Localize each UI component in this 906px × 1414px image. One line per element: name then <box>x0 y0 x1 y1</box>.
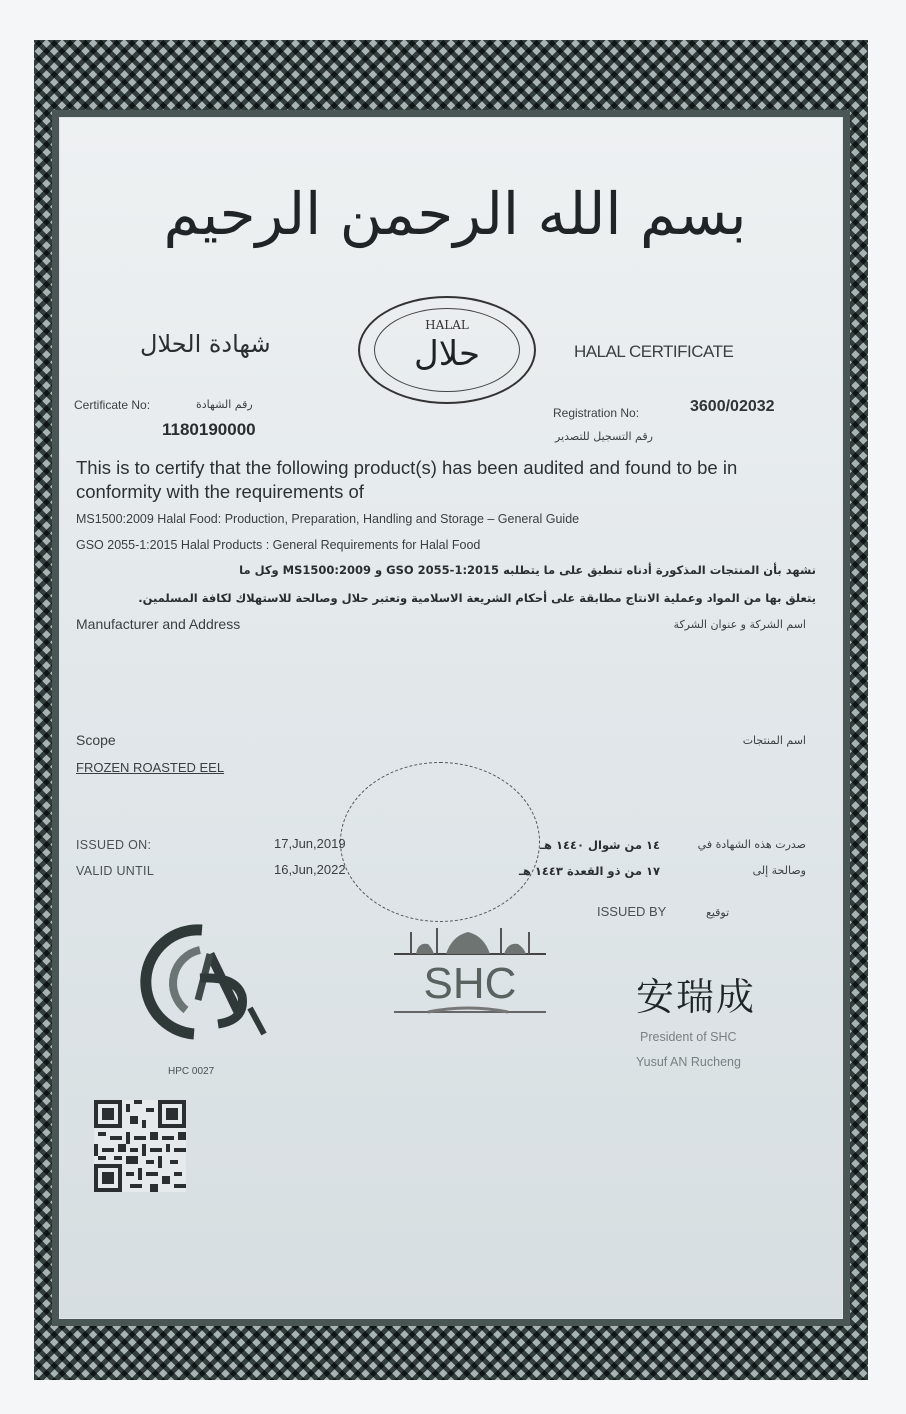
manufacturer-label-ar: اسم الشركة و عنوان الشركة <box>673 618 806 631</box>
issued-on-label: ISSUED ON: <box>76 838 152 852</box>
halal-seal <box>358 296 536 404</box>
seal-label-ar: حلال <box>413 334 480 374</box>
gca-logo-icon <box>140 916 280 1046</box>
title-english: HALAL CERTIFICATE <box>574 342 734 361</box>
signer-name: Yusuf AN Rucheng <box>636 1055 741 1069</box>
registration-no: 3600/02032 <box>690 398 775 415</box>
gca-code: HPC 0027 <box>168 1066 215 1077</box>
title-arabic: شهادة الحلال <box>140 330 271 358</box>
issued-on-label-ar: صدرت هذه الشهادة في <box>697 838 806 851</box>
certify-statement: This is to certify that the following product(s) has been audited and found to be in conformity with the requirements of <box>76 457 738 502</box>
qr-code-icon[interactable] <box>94 1100 186 1192</box>
arabic-statement-line: يتعلق بها من المواد وعملية الانتاج مطابقة على أحكام الشريعة الاسلامية وتعتبر حلال وصالحة للاستهلاك لكافة المسلمين. <box>138 591 816 605</box>
standard-gso2055: GSO 2055-1:2015 Halal Products : General Requirements for Halal Food <box>76 538 481 552</box>
certificate-no-label-ar: رقم الشهادة <box>196 398 253 411</box>
issued-by-label: ISSUED BY <box>597 904 667 919</box>
signature: 安瑞成 <box>636 975 757 1019</box>
basmala-heading: بسم الله الرحمن الرحيم <box>163 180 747 248</box>
valid-until-label: VALID UNTIL <box>76 864 155 878</box>
manufacturer-label: Manufacturer and Address <box>76 616 241 632</box>
scope-label: Scope <box>76 732 116 748</box>
valid-until-hijri: ١٧ من ذو القعدة ١٤٤٣ هـ <box>518 864 660 878</box>
certificate-no-label: Certificate No: <box>74 398 151 412</box>
registration-no-label-ar: رقم التسجيل للتصدير <box>555 430 653 443</box>
issued-on-date: 17,Jun,2019 <box>274 836 346 851</box>
issued-by-label-ar: توقيع <box>706 906 730 919</box>
scope-value: FROZEN ROASTED EEL <box>76 760 225 775</box>
shc-logo-icon <box>388 918 552 1048</box>
scope-label-ar: اسم المنتجات <box>742 734 806 747</box>
valid-until-label-ar: وصالحة إلى <box>752 864 806 877</box>
valid-until-date: 16,Jun,2022 <box>274 862 346 877</box>
standard-ms1500: MS1500:2009 Halal Food: Production, Preparation, Handling and Storage – General Guide <box>76 512 580 526</box>
arabic-statement-line: نشهد بأن المنتجات المذكورة أدناه تنطبق على ما يتطلبه GSO 2055-1:2015 و MS1500:2009 وكل ما <box>239 563 816 577</box>
certificate-no: 1180190000 <box>162 420 256 439</box>
shc-logo-text: SHC <box>423 959 517 1008</box>
issued-on-hijri: ١٤ من شوال ١٤٤٠ هـ <box>540 838 660 852</box>
signer-title: President of SHC <box>640 1030 737 1044</box>
seal-label-en: HALAL <box>425 318 469 332</box>
registration-no-label: Registration No: <box>553 406 640 420</box>
